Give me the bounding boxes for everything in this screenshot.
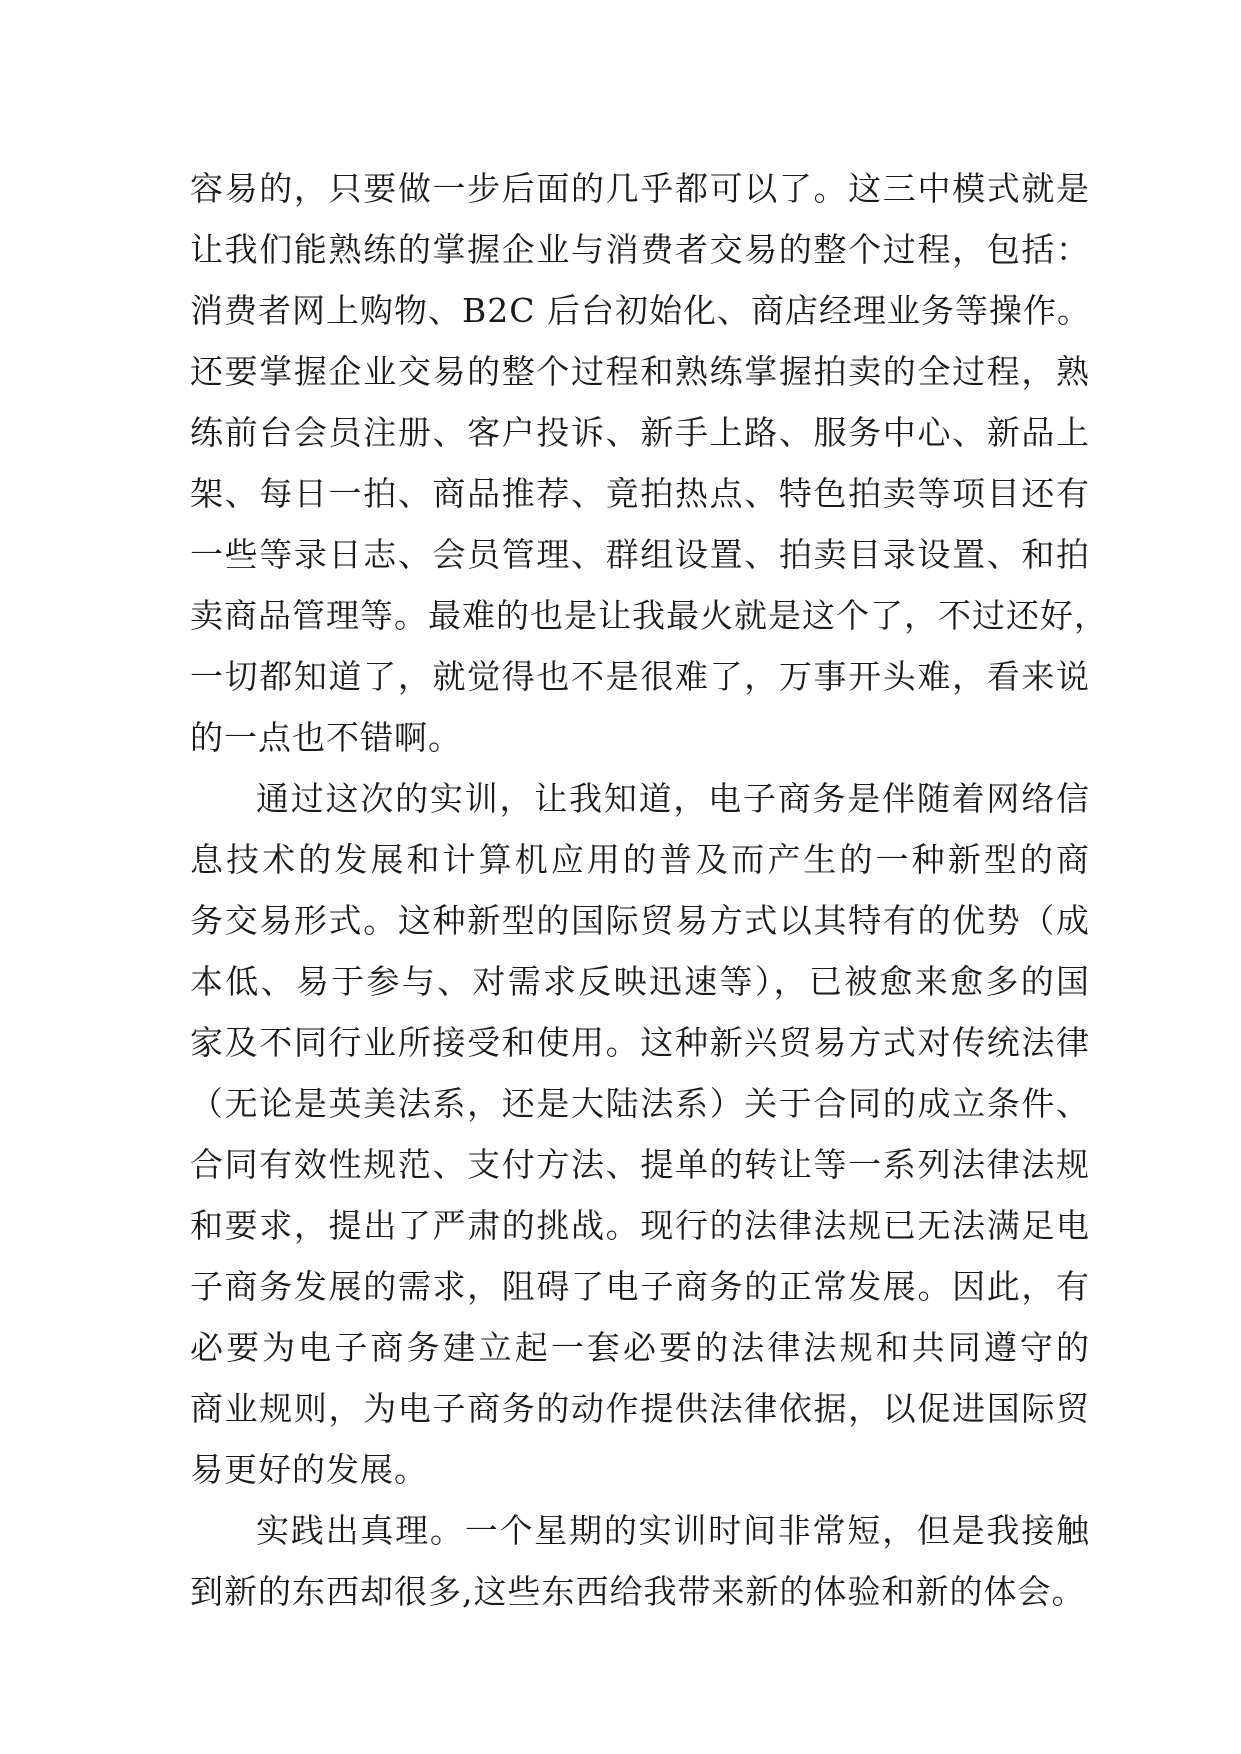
text-line: 实践出真理。一个星期的实训时间非常短，但是我接触 bbox=[256, 1511, 1090, 1550]
text-line: 架、每日一拍、商品推荐、竟拍热点、特色拍卖等项目还有 bbox=[190, 474, 1090, 513]
text-line: 务交易形式。这种新型的国际贸易方式以其特有的优势（成 bbox=[190, 901, 1090, 940]
text-line: 还要掌握企业交易的整个过程和熟练掌握拍卖的全过程，熟 bbox=[190, 352, 1090, 391]
text-line: 商业规则，为电子商务的动作提供法律依据，以促进国际贸 bbox=[190, 1389, 1090, 1428]
text-line: （无论是英美法系，还是大陆法系）关于合同的成立条件、 bbox=[190, 1084, 1090, 1123]
text-line: 消费者网上购物、B2C 后台初始化、商店经理业务等操作。 bbox=[190, 291, 1091, 330]
text-line: 和要求，提出了严肃的挑战。现行的法律法规已无法满足电 bbox=[190, 1206, 1090, 1245]
document-body bbox=[190, 158, 1108, 1622]
paragraph-1 bbox=[190, 158, 1108, 768]
text-line: 合同有效性规范、支付方法、提单的转让等一系列法律法规 bbox=[190, 1145, 1090, 1184]
text-line: 必要为电子商务建立起一套必要的法律法规和共同遵守的 bbox=[190, 1328, 1090, 1367]
text-line: 一切都知道了，就觉得也不是很难了，万事开头难，看来说 bbox=[190, 657, 1090, 696]
text-line: 息技术的发展和计算机应用的普及而产生的一种新型的商 bbox=[190, 840, 1090, 879]
text-line: 子商务发展的需求，阻碍了电子商务的正常发展。因此，有 bbox=[190, 1267, 1090, 1306]
text-line: 让我们能熟练的掌握企业与消费者交易的整个过程，包括： bbox=[190, 230, 1090, 269]
text-line: 卖商品管理等。最难的也是让我最火就是这个了，不过还好， bbox=[190, 596, 1108, 635]
text-line: 的一点也不错啊。 bbox=[190, 718, 462, 757]
text-line: 本低、易于参与、对需求反映迅速等），已被愈来愈多的国 bbox=[190, 962, 1090, 1001]
text-line: 容易的，只要做一步后面的几乎都可以了。这三中模式就是 bbox=[190, 169, 1090, 208]
text-line: 一些等录日志、会员管理、群组设置、拍卖目录设置、和拍 bbox=[190, 535, 1090, 574]
paragraph-2 bbox=[190, 768, 1090, 1500]
text-line: 易更好的发展。 bbox=[190, 1450, 428, 1489]
text-line: 到新的东西却很多,这些东西给我带来新的体验和新的体会。 bbox=[190, 1572, 1086, 1611]
text-line: 家及不同行业所接受和使用。这种新兴贸易方式对传统法律 bbox=[190, 1023, 1090, 1062]
paragraph-3 bbox=[190, 1500, 1090, 1622]
text-line: 练前台会员注册、客户投诉、新手上路、服务中心、新品上 bbox=[190, 413, 1090, 452]
text-line: 通过这次的实训，让我知道，电子商务是伴随着网络信 bbox=[256, 779, 1090, 818]
